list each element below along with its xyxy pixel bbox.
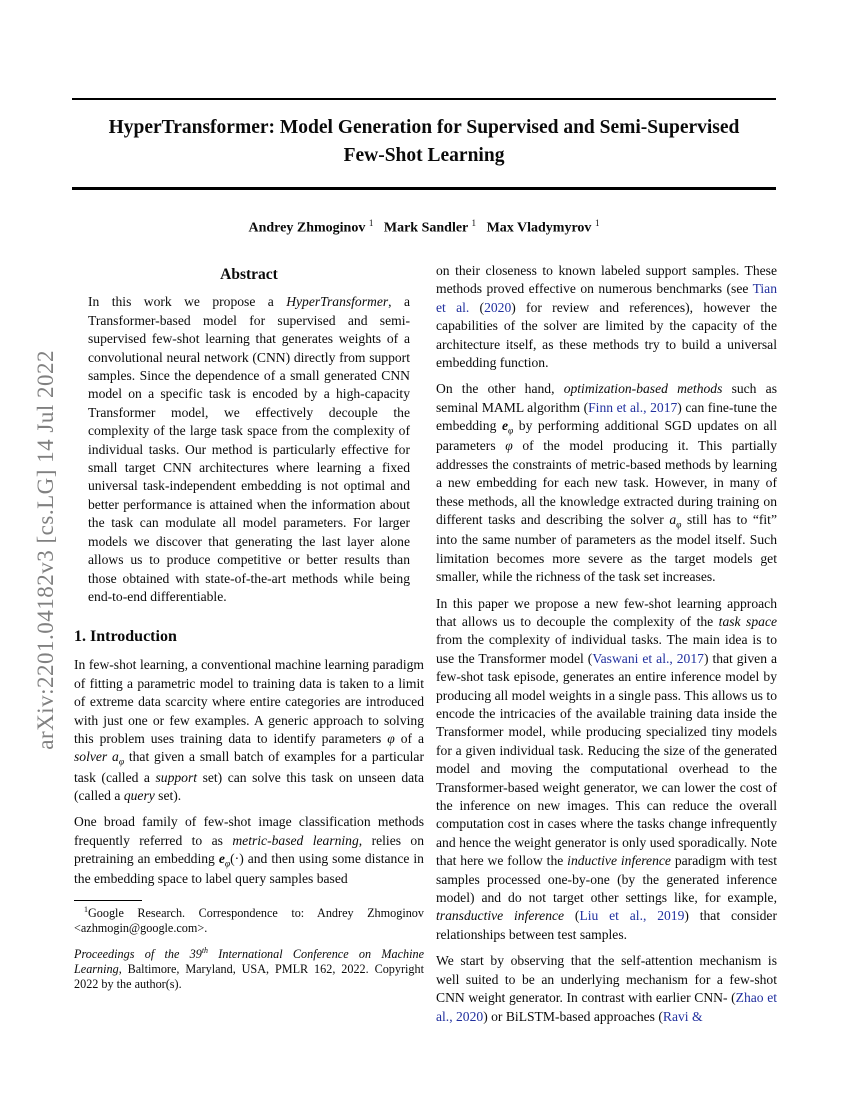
- right-column: [436, 262, 777, 1026]
- footnote-block: [74, 900, 424, 992]
- paper-title-line-2: Few-Shot Learning: [343, 145, 505, 166]
- intro-paragraph-1: In few-shot learning, a conventional machine learning paradigm of fitting a parametric model to training data is taken to a limit of extreme data scarcity where entire categories are introduced with just one or few examples. A generic approach to solving this problem uses training data to identify parameters φ of a solver $a_\varphi$ that given a small batch of examples for a particular task (called a support set) can solve this task on unseen data (called a query set).: [74, 657, 424, 803]
- citation-link[interactable]: Finn et al., 2017: [588, 399, 678, 415]
- col2-paragraph-3: In this paper we propose a new few-shot learning approach that allows us to decouple the complexity of the task space from the complexity of individual tasks. The main idea is to use the Transformer model (Vaswani et al., 2017) that given a few-shot task episode, generates an entire inference model by producing all model weights in a single pass. This allows us to encode the intricacies of the available training data inside the Transformer model, while producing specialized tiny models for a given individual task. Reducing the size of the generated model and moving the computational overhead to the Transformer-based weight generator, we can lower the cost of the inference on new images. This can reduce the overall computation cost in cases where the tasks change infrequently and hence the weight generator is only used sporadically. Note that here we follow the inductive inference paradigm with test samples processed one-by-one (by the generated inference model) and do not target other settings like, for example, transductive inference (Liu et al., 2019) that consider relationships between test samples.: [436, 595, 778, 942]
- abstract-paragraph: In this work we propose a HyperTransformer, a Transformer-based model for supervised and semi-supervised few-shot learning that generates weights of a convolutional neural network (CNN) directly from support samples. Since the dependence of a small generated CNN model on a specific task is encoded by a high-capacity Transformer model, we effectively decouple the complexity of the large task space from the complexity of individual tasks. Our method is particularly effective for small target CNN architectures where learning a fixed universal task-independent embedding is not optimal and better performance is attained when the information about the task can modulate all model parameters. For larger models we discover that generating the last layer alone allows us to produce competitive or better results than those obtained with state-of-the-art methods while being end-to-end differentiable.: [88, 294, 410, 604]
- col2-paragraph-2: On the other hand, optimization-based methods such as seminal MAML algorithm (Finn et al., 2017) can fine-tune the embedding $e_\varphi$ by performing additional SGD updates on all parameters φ of the model producing it. This partially addresses the constraints of metric-based methods by learning a new embedding for each new task. However, in many of these methods, all the knowledge extracted during training on different tasks and describing the solver $a_\varphi$ still has to “fit” into the same number of parameters as the model itself. Such limitation becomes more severe as the target models get smaller, while the richness of the task set increases.: [436, 381, 778, 585]
- left-column: [74, 262, 424, 992]
- citation-link[interactable]: Liu et al., 2019: [579, 908, 685, 924]
- intro-paragraph-2: One broad family of few-shot image classification methods frequently referred to as metric-based learning, relies on pretraining an embedding $e_\varphi(\cdot)$ and then using some distance in the embedding space to label query samples based: [74, 814, 424, 887]
- footnote-proceedings: Proceedings of the 39th International Conference on Machine Learning, Baltimore, Maryland, USA, PMLR 162, 2022. Copyright 2022 by the author(s).: [74, 945, 424, 991]
- footnote-affiliation: $^1$Google Research. Correspondence to: Andrey Zhmoginov <azhmogin@google.com>.: [74, 904, 424, 935]
- paper-title: [72, 114, 776, 170]
- horizontal-rule-mid: [72, 187, 776, 190]
- section-heading-introduction: 1. Introduction: [74, 628, 177, 646]
- arxiv-watermark-rail: [14, 0, 58, 1100]
- arxiv-watermark: arXiv:2201.04182v3 [cs.LG] 14 Jul 2022: [33, 350, 58, 750]
- citation-link[interactable]: Ravi &: [662, 1008, 703, 1024]
- col2-paragraph-1: on their closeness to known labeled support samples. These methods proved effective on numerous benchmarks (see Tian et al. (2020) for review and references), however the capabilities of the solver are limited by the capacity of the architecture itself, as these methods try to build a universal embedding function.: [436, 263, 777, 371]
- citation-link[interactable]: Zhao et al., 2020: [436, 990, 778, 1024]
- paper-title-line-1: HyperTransformer: Model Generation for Supervised and Semi-Supervised: [108, 117, 740, 138]
- citation-link[interactable]: Tian et al.: [436, 281, 777, 315]
- citation-link[interactable]: Vaswani et al., 2017: [592, 650, 704, 666]
- col2-paragraph-4: We start by observing that the self-attention mechanism is well suited to be an underlying mechanism for a few-shot CNN weight generator. In contrast with earlier CNN- (Zhao et al., 2020) or BiLSTM-based approaches (Ravi &: [436, 953, 778, 1024]
- abstract-heading: Abstract: [220, 266, 278, 283]
- horizontal-rule-top: [72, 98, 776, 100]
- footnote-rule: [74, 900, 142, 901]
- authors-line: Andrey Zhmoginov $^1$ Mark Sandler $^1$ Max Vladymyrov $^1$: [248, 218, 600, 236]
- citation-link[interactable]: 2020: [484, 299, 512, 315]
